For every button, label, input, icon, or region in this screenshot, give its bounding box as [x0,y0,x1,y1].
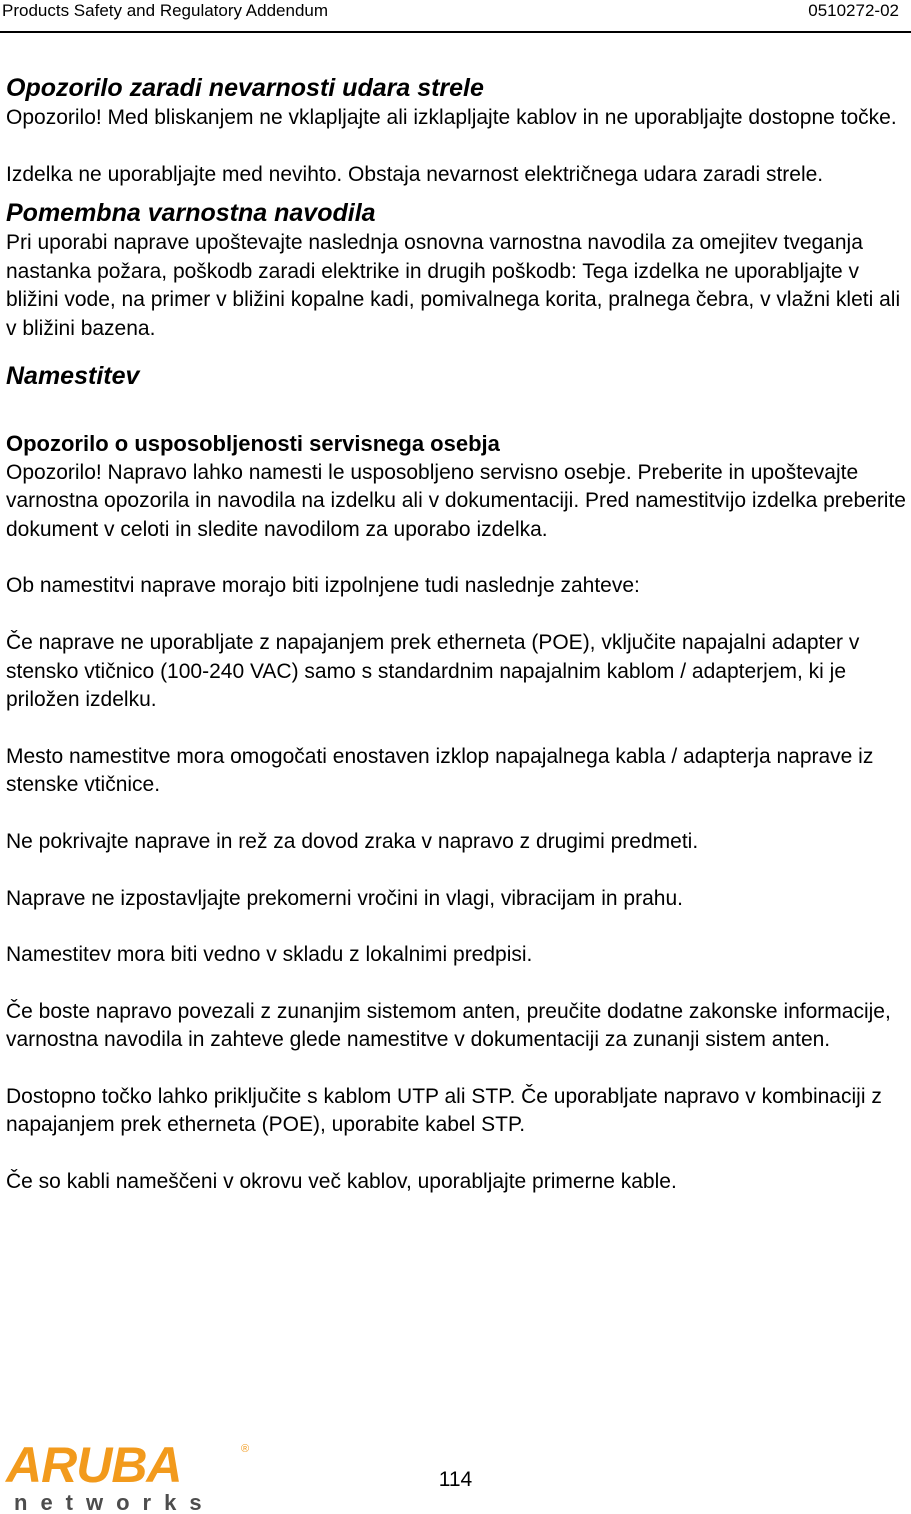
section-heading-lightning: Opozorilo zaradi nevarnosti udara strele [6,74,484,102]
registered-mark-icon: ® [241,1443,250,1455]
section-heading-installation: Namestitev [6,361,140,390]
paragraph: Opozorilo! Med bliskanjem ne vklapljajte ali izklapljajte kablov in ne uporabljajte dostopne točke. [6,106,897,129]
logo-subtext: networks [14,1490,215,1514]
subsection-heading-staff-warning: Opozorilo o usposobljenosti servisnega osebja [6,430,500,456]
paragraph: Ne pokrivajte naprave in rež za dovod zraka v napravo z drugimi predmeti. [6,829,699,853]
document-title: Products Safety and Regulatory Addendum [2,1,329,20]
section-heading-safety: Pomembna varnostna navodila [6,199,376,228]
paragraph: Če so kabli nameščeni v okrovu več kablov, uporabljajte primerne kable. [6,1170,677,1194]
paragraph: Izdelka ne uporabljajte med nevihto. Obstaja nevarnost električnega udara zaradi strele. [6,162,824,186]
page-number: 114 [438,1468,473,1491]
paragraph: Če naprave ne uporabljate z napajanjem prek etherneta (POE), vključite napajalni adapter v stensko vtičnico (100-240 VAC) samo s standardnim napajalnim kablom / adapterjem, ki je priložen izdelku. [6,630,860,712]
paragraph: Naprave ne izpostavljajte prekomerni vročini in vlagi, vibracijam in prahu. [6,886,683,910]
paragraph: Pri uporabi naprave upoštevajte naslednja osnovna varnostna navodila za omejitev tveganja nastanka požara, poškodb zaradi elektrike in drugih poškodb: Tega izdelka ne uporabljajte v bližini vode, na primer v bližini kopalne kadi, pomivalnega korita, pralnega čebra, v vlažni kleti ali v bližini bazena. [6,231,901,340]
paragraph: Dostopno točko lahko priključite s kablom UTP ali STP. Če uporabljate napravo v kombinaciji z napajanjem prek etherneta (POE), uporabite kabel STP. [6,1084,882,1137]
paragraph: Ob namestitvi naprave morajo biti izpolnjene tudi naslednje zahteve: [6,574,640,598]
paragraph: Namestitev mora biti vedno v skladu z lokalnimi predpisi. [6,943,533,967]
document-number: 0510272-02 [808,1,899,20]
logo-wordmark: ARUBA [6,1440,182,1493]
page-header [0,0,911,33]
paragraph: Če boste napravo povezali z zunanjim sistemom anten, preučite dodatne zakonske informacije, varnostna navodila in zahteve glede namestitve v dokumentaciji za zunanji sistem anten. [6,999,891,1052]
paragraph: Opozorilo! Napravo lahko namesti le usposobljeno servisno osebje. Preberite in upoštevajte varnostna opozorila in navodila na izdelku ali v dokumentaciji. Pred namestitvijo izdelka preberite dokument v celoti in sledite navodilom za uporabo izdelka. [6,460,906,541]
page-content [6,72,906,1197]
paragraph: Mesto namestitve mora omogočati enostaven izklop napajalnega kabla / adapterja naprave iz stenske vtičnice. [6,744,874,797]
